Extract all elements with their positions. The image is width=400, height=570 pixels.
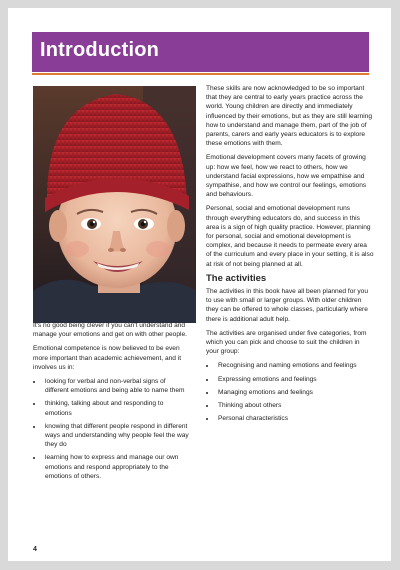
page-number: 4	[33, 546, 37, 553]
list-item: • Personal characteristics	[216, 414, 374, 423]
paragraph: These skills are now acknowledged to be so important that they are central to early years practice across the world. Young children are directly and immediately influenced by their emotions, but as they are still learning how to understand and manage them, part of the job of parents, carers and early years educators is to explore these emotions with them.	[206, 85, 373, 148]
list-item: • thinking, talking about and responding to emotions	[43, 399, 191, 417]
document-page	[8, 8, 391, 561]
list-item: • learning how to express and manage our own emotions and respond appropriately to the emotions of others.	[43, 453, 191, 481]
list-item: • knowing that different people respond in different ways and understanding why people feel the way they do	[43, 422, 191, 450]
list-item: • Recognising and naming emotions and feelings	[216, 361, 374, 370]
title-banner	[32, 32, 369, 72]
left-text-column	[33, 321, 191, 485]
paragraph: Personal, social and emotional development runs through everything educators do, and success in this area is a sign of high quality practice. However, planning for personal, social and emotional development is complex, and because it needs to permeate every area of the curriculum and every place in your setting, it is also at risk of not being planned at all.	[206, 205, 374, 268]
activities-heading: The activities	[206, 272, 267, 284]
right-text-column	[206, 84, 374, 428]
list-item: • Thinking about others	[216, 401, 374, 410]
list-item: • Expressing emotions and feelings	[216, 375, 374, 384]
paragraph: The activities are organised under five categories, from which you can pick and choose to suit the children in your group:	[206, 329, 367, 356]
title-underline-rule	[32, 73, 369, 75]
paragraph: The activities in this book have all been planned for you to use with small or larger groups. With older children they can be offered to whole classes, particularly where there is additional adult help.	[206, 288, 369, 323]
paragraph: Emotional competence is now believed to be even more important than academic achievement, and it involves us in:	[33, 345, 182, 371]
list-item: • Managing emotions and feelings	[216, 388, 374, 397]
child-portrait-illustration	[33, 86, 196, 323]
competence-list	[33, 377, 191, 481]
list-item: • looking for verbal and non-verbal signs of different emotions and being able to name them	[43, 377, 191, 395]
categories-list	[206, 361, 374, 423]
page-title: Introduction	[40, 39, 160, 61]
paragraph: Emotional development covers many facets of growing up: how we feel, how we react to others, how we understand facial expressions, how we empathise and sympathise, and how we control our feelings, emotions and behaviours.	[206, 154, 367, 199]
paragraph: It's no good being clever if you can't understand and manage your emotions and get on with other people.	[33, 322, 187, 339]
child-portrait-photo	[33, 86, 196, 323]
